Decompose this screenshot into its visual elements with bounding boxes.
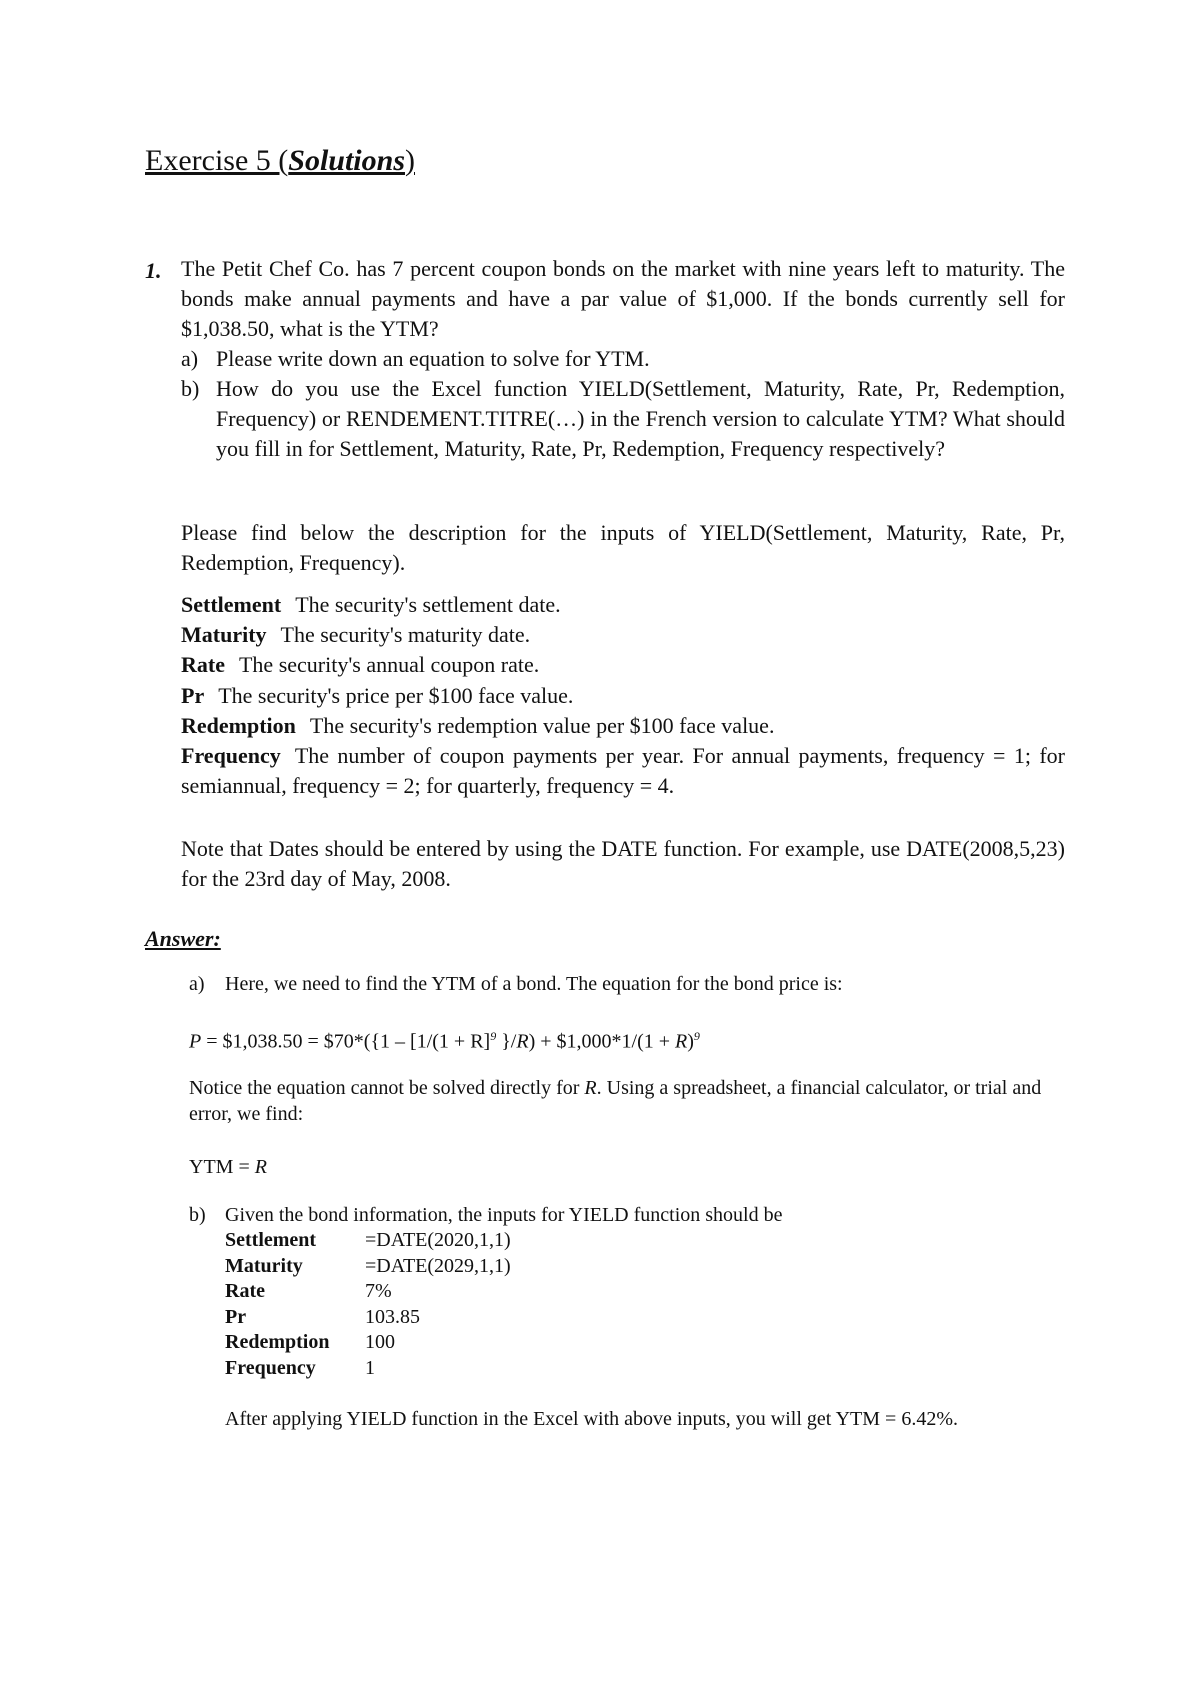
yield-input-row [225, 1228, 511, 1254]
yield-input-row [225, 1305, 511, 1331]
answer-b-text: Given the bond information, the inputs for YIELD function should be [225, 1204, 783, 1226]
input-value: =DATE(2020,1,1) [365, 1229, 511, 1251]
input-key: Pr [225, 1305, 247, 1328]
note-block [181, 834, 1065, 894]
part-a-label: a) [181, 346, 199, 371]
notice-paragraph [189, 1075, 1065, 1127]
part-b-label: b) [181, 376, 200, 401]
question-part-b [181, 374, 1065, 464]
input-value: 100 [365, 1331, 395, 1354]
question-1 [181, 254, 1065, 464]
yield-input-row [225, 1356, 511, 1382]
ytm-label: YTM = [189, 1156, 255, 1178]
definitions-list [181, 590, 1065, 801]
description-intro [181, 518, 1065, 578]
notice-after: . Using a spreadsheet, a financial calculator, or trial and error, we find: [189, 1077, 1042, 1125]
input-key: Frequency [225, 1356, 316, 1379]
title-main: Exercise 5 ( [145, 144, 289, 177]
note-text: Note that Dates should be entered by using the DATE function. For example, use DATE(2008,5,23) for the 23rd day of May, 2008. [181, 836, 1065, 891]
answer-a-text: Here, we need to find the YTM of a bond. The equation for the bond price is: [225, 973, 843, 995]
definition-item [181, 681, 1065, 711]
equation-r: R [675, 1030, 688, 1053]
final-result: After applying YIELD function in the Excel with above inputs, you will get YTM = 6.42%. [225, 1408, 958, 1430]
definition-text: The security's maturity date. [280, 622, 531, 648]
definition-text: The number of coupon payments per year. For annual payments, frequency = 1; for semiannual, frequency = 2; for quarterly, frequency = 4. [181, 743, 1065, 799]
input-key: Rate [225, 1280, 265, 1303]
definition-term: Rate [181, 652, 225, 678]
equation-exponent: 9 [490, 1029, 497, 1043]
answer-part-a [189, 971, 1065, 997]
notice-text [189, 1075, 1065, 1127]
equation-part: }/ [496, 1030, 517, 1053]
yield-input-row [225, 1279, 511, 1305]
notice-r: R [584, 1077, 597, 1099]
input-value: 103.85 [365, 1305, 420, 1328]
question-number: 1. [145, 258, 162, 283]
description-intro-text: Please find below the description for the inputs of YIELD(Settlement, Maturity, Rate, Pr, Redemption, Frequency). [181, 520, 1065, 575]
definition-item [181, 711, 1065, 741]
definition-text: The security's annual coupon rate. [238, 652, 540, 678]
part-b-text: How do you use the Excel function YIELD(Settlement, Maturity, Rate, Pr, Redemption, Frequency) or RENDEMENT.TITRE(…) in the French version to calculate YTM? What should you fill in for Settlement, Maturity, Rate, Pr, Redemption, Frequency respectively? [216, 376, 1065, 461]
definition-term: Pr [181, 682, 205, 708]
ytm-line [189, 1154, 1065, 1180]
question-text: The Petit Chef Co. has 7 percent coupon bonds on the market with nine years left to maturity. The bonds make annual payments and have a par value of $1,000. If the bonds currently sell for $1,038.50, what is the YTM? [181, 256, 1065, 341]
yield-inputs-list [225, 1228, 511, 1382]
answer-part-b [189, 1202, 1065, 1228]
definition-term: Settlement [181, 592, 282, 617]
equation-part: ) [687, 1030, 694, 1053]
definition-text: The security's price per $100 face value. [218, 682, 574, 708]
definition-term: Redemption [181, 712, 296, 738]
input-key: Settlement [225, 1229, 317, 1251]
answer-heading: Answer: [145, 926, 221, 951]
answer-b [189, 1202, 1065, 1228]
input-key: Redemption [225, 1331, 330, 1354]
definition-term: Maturity [181, 622, 267, 648]
answer-b-label: b) [189, 1204, 206, 1226]
definition-term: Frequency [181, 743, 281, 769]
input-value: 7% [365, 1280, 392, 1303]
answer-a-label: a) [189, 973, 205, 995]
page-title [145, 146, 415, 176]
question-part-a [181, 344, 1065, 374]
answer-a [189, 971, 1065, 997]
ytm-r: R [254, 1156, 267, 1178]
title-solutions: Solutions [288, 144, 405, 177]
equation-exponent: 9 [693, 1029, 700, 1043]
input-value: =DATE(2029,1,1) [365, 1254, 511, 1277]
input-value: 1 [365, 1356, 375, 1379]
definition-item [181, 620, 1065, 650]
input-key: Maturity [225, 1254, 303, 1277]
definition-item [181, 741, 1065, 801]
definition-text: The security's redemption value per $100 face value. [309, 712, 775, 738]
definition-item [181, 590, 1065, 620]
notice-before: Notice the equation cannot be solved directly for [189, 1077, 585, 1099]
part-a-text: Please write down an equation to solve for YTM. [216, 346, 650, 371]
equation-part: ) + $1,000*1/(1 + [528, 1030, 676, 1053]
definition-item [181, 650, 1065, 680]
equation-p: P [189, 1030, 202, 1053]
title-close: ) [405, 144, 415, 177]
yield-input-row [225, 1330, 511, 1356]
equation-part: = $1,038.50 = $70*({1 – [1/(1 + R] [201, 1030, 491, 1053]
definition-text: The security's settlement date. [295, 592, 561, 617]
equation-r: R [516, 1030, 529, 1053]
yield-input-row [225, 1254, 511, 1280]
bond-price-equation [189, 1023, 1065, 1055]
